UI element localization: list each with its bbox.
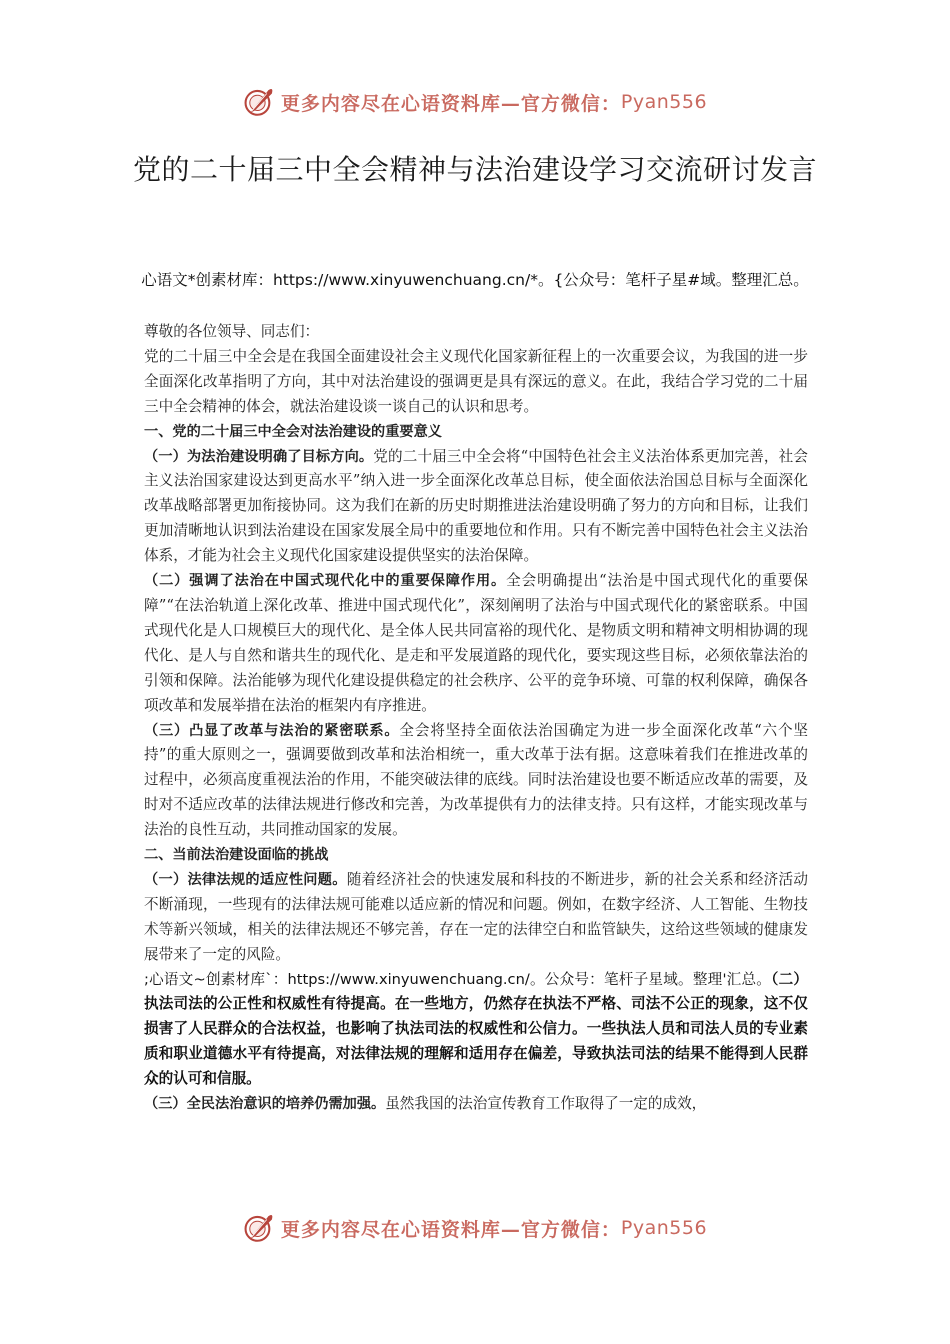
banner-contact: Pyan556 (620, 1217, 708, 1239)
footer-banner (0, 1208, 950, 1248)
document-title: 党的二十届三中全会精神与法治建设学习交流研讨发言 (132, 153, 817, 186)
paragraph-text: 虽然我国的法治宣传教育工作取得了一定的成效， (385, 1095, 707, 1113)
section-heading-1: 一、党的二十届三中全会对法治建设的重要意义 (144, 423, 442, 440)
banner-text: 更多内容尽在心语资料库—官方微信： (280, 92, 621, 115)
paragraph (144, 719, 808, 844)
paragraph-lead: （一）法律法规的适应性问题。 (144, 871, 347, 888)
source-line: 心语文*创素材库：https://www.xinyuwenchuang.cn/*。{公众号：笔杆子星#域。整理汇总。 (141, 271, 809, 289)
paragraph-text: 随着经济社会的快速发展和科技的不断进步，新的社会关系和经济活动不断涌现，一些现有的法律法规可能难以适应新的情况和问题。例如，在数字经济、人工智能、生物技术等新兴领域，相关的法律法规还不够完善，存在一定的法律空白和监管缺失，这给这些领域的健康发展带来了一定的风险。 (144, 870, 808, 963)
paragraph-lead: （二）执法司法的公正性和权威性有待提高。 (144, 970, 809, 1013)
paragraph-lead: （一）为法治建设明确了目标方向。 (144, 448, 374, 465)
inline-source-line: ;心语文~创素材库`：https://www.xinyuwenchuang.cn/。公众号：笔杆子星域。整理'汇总。 (144, 970, 772, 988)
banner-contact: Pyan556 (620, 91, 708, 113)
paragraph-text: 党的二十届三中全会将“中国特色社会主义法治体系更加完善，社会主义法治国家建设达到更高水平”纳入进一步全面深化改革总目标，使全面依法治国总目标与全面深化改革战略部署更加衔接协同。这为我们在新的历史时期推进法治建设明确了努力的方向和目标，让我们更加清晰地认识到法治建设在国家发展全局中的重要地位和作用。只有不断完善中国特色社会主义法治体系，才能为社会主义现代化国家建设提供坚实的法治保障。 (144, 447, 808, 565)
quill-logo-icon (243, 85, 277, 119)
document-body (144, 320, 808, 1117)
header-banner (0, 82, 950, 122)
paragraph-text: 在一些地方，仍然存在执法不严格、司法不公正的现象，这不仅损害了人民群众的合法权益，也影响了执法司法的权威性和公信力。一些执法人员和司法人员的专业素质和职业道德水平有待提高，对法律法规的理解和适用存在偏差，导致执法司法的结果不能得到人民群众的认可和信服。 (144, 995, 808, 1088)
paragraph (144, 569, 808, 718)
paragraph-lead: （三）凸显了改革与法治的紧密联系。 (144, 722, 400, 739)
paragraph-text: 全会将坚持全面依法治国确定为进一步全面深化改革“六个坚持”的重大原则之一，强调要做到改革和法治相统一，重大改革于法有据。这意味着我们在推进改革的过程中，必须高度重视法治的作用，不能突破法律的底线。同时法治建设也要不断适应改革的需要，及时对不适应改革的法律法规进行修改和完善，为改革提供有力的法律支持。只有这样，才能实现改革与法治的良性互动，共同推动国家的发展。 (144, 721, 808, 839)
paragraph (144, 868, 808, 968)
paragraph-lead: （三）全民法治意识的培养仍需加强。 (144, 1096, 386, 1113)
greeting: 尊敬的各位领导、同志们： (144, 323, 320, 340)
paragraph (144, 968, 808, 1093)
banner-text: 更多内容尽在心语资料库—官方微信： (280, 1218, 621, 1241)
paragraph (144, 445, 808, 570)
paragraph-lead: （二）强调了法治在中国式现代化中的重要保障作用。 (144, 573, 507, 590)
quill-logo-icon (243, 1211, 277, 1245)
section-heading-2: 二、当前法治建设面临的挑战 (144, 847, 329, 864)
paragraph-text: 全会明确提出“法治是中国式现代化的重要保障”“在法治轨道上深化改革、推进中国式现代化”，深刻阐明了法治与中国式现代化的紧密联系。中国式现代化是人口规模巨大的现代化、是全体人民共同富裕的现代化、是物质文明和精神文明相协调的现代化、是人与自然和谐共生的现代化、是走和平发展道路的现代化，要实现这些目标，必须依靠法治的引领和保障。法治能够为现代化建设提供稳定的社会秩序、公平的竞争环境、可靠的权利保障，确保各项改革和发展举措在法治的框架内有序推进。 (144, 572, 808, 714)
paragraph (144, 1092, 808, 1117)
intro-paragraph: 党的二十届三中全会是在我国全面建设社会主义现代化国家新征程上的一次重要会议，为我国的进一步全面深化改革指明了方向，其中对法治建设的强调更是具有深远的意义。在此，我结合学习党的二十届三中全会精神的体会，就法治建设谈一谈自己的认识和思考。 (144, 347, 808, 415)
